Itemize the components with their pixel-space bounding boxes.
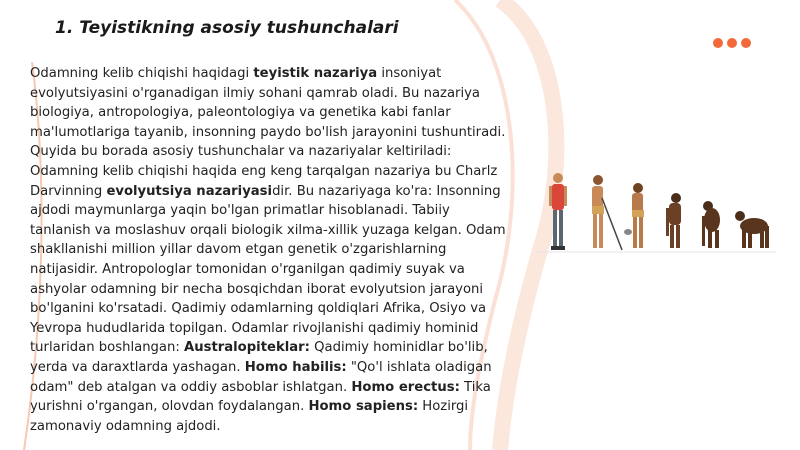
bold-term: Homo habilis: [244,359,347,375]
figure-homo-sapiens [549,173,567,250]
figure-homo-erectus [592,175,622,250]
text-run: Qadimiy hominidlar bo'lib, yerda va daraxtlarda yashagan. [30,340,488,375]
body-paragraph [30,64,508,436]
menu-dots-icon [713,38,751,48]
slide-title: 1. Teyistikning asosiy tushunchalari [55,18,399,38]
text-run: Hozirgi zamonaviy odamning ajdodi. [30,399,469,434]
figure-homo-habilis [624,183,644,248]
dot-icon [741,38,751,48]
text-run: Tika yurishni o'rgangan, olovdan foydalangan. [30,379,491,415]
bold-term: Homo erectus: [351,379,460,395]
dot-icon [727,38,737,48]
text-run: dir. Bu nazariyaga ko'ra: Insonning ajdodi maymunlarga yaqin bo'lgan primatlar hisoblanadi. Tabiiy tanlanish va moslashuv orqali biologik xilma-xillik yuzaga kelgan. Odam shakllanishi million yillar davom etgan genetik o'zgarishlarning natijasidir. Antropologlar tomonidan o'rganilgan qadimiy suyak va ashyolar odamning bir necha bosqichdan iborat evolyutsion jarayoni bo'lganini ko'rsatadi. Qadimiy odamlarning qoldiqlari Afrika, Osiyo va Yevropa hududlarida topilgan. Odamlar rivojlanishi qadimiy hominid turlaridan boshlangan: [30,183,506,356]
bold-term: teyistik nazariya [253,66,378,81]
figure-ape-2 [735,211,769,248]
bold-term: evolyutsiya nazariyasi [106,183,273,199]
text-run: insoniyat evolyutsiyasini o'rganadigan ilmiy sohani qamrab oladi. Bu nazariya biologiya, antropologiya, paleontologiya va genetika kabi fanlar ma'lumotlariga tayanib, insonning paydo bo'lish jarayonini tushuntiradi. Quyida bu borada asosiy tushunchalar va nazariyalar keltiriladi: Odamning kelib chiqishi haqida eng keng tarqalgan nazariya bu Charlz Darvinning [30,66,506,199]
figure-ape-1 [702,201,720,248]
text-run: "Qo'l ishlata oladigan odam" deb atalgan va oddiy asboblar ishlatgan. [30,359,492,395]
figure-australopithecus [666,193,681,248]
evolution-illustration [536,168,776,258]
bold-term: Australopiteklar: [184,340,310,356]
bold-term: Homo sapiens: [308,399,419,415]
text-run: Odamning kelib chiqishi haqidagi [30,66,254,81]
dot-icon [713,38,723,48]
